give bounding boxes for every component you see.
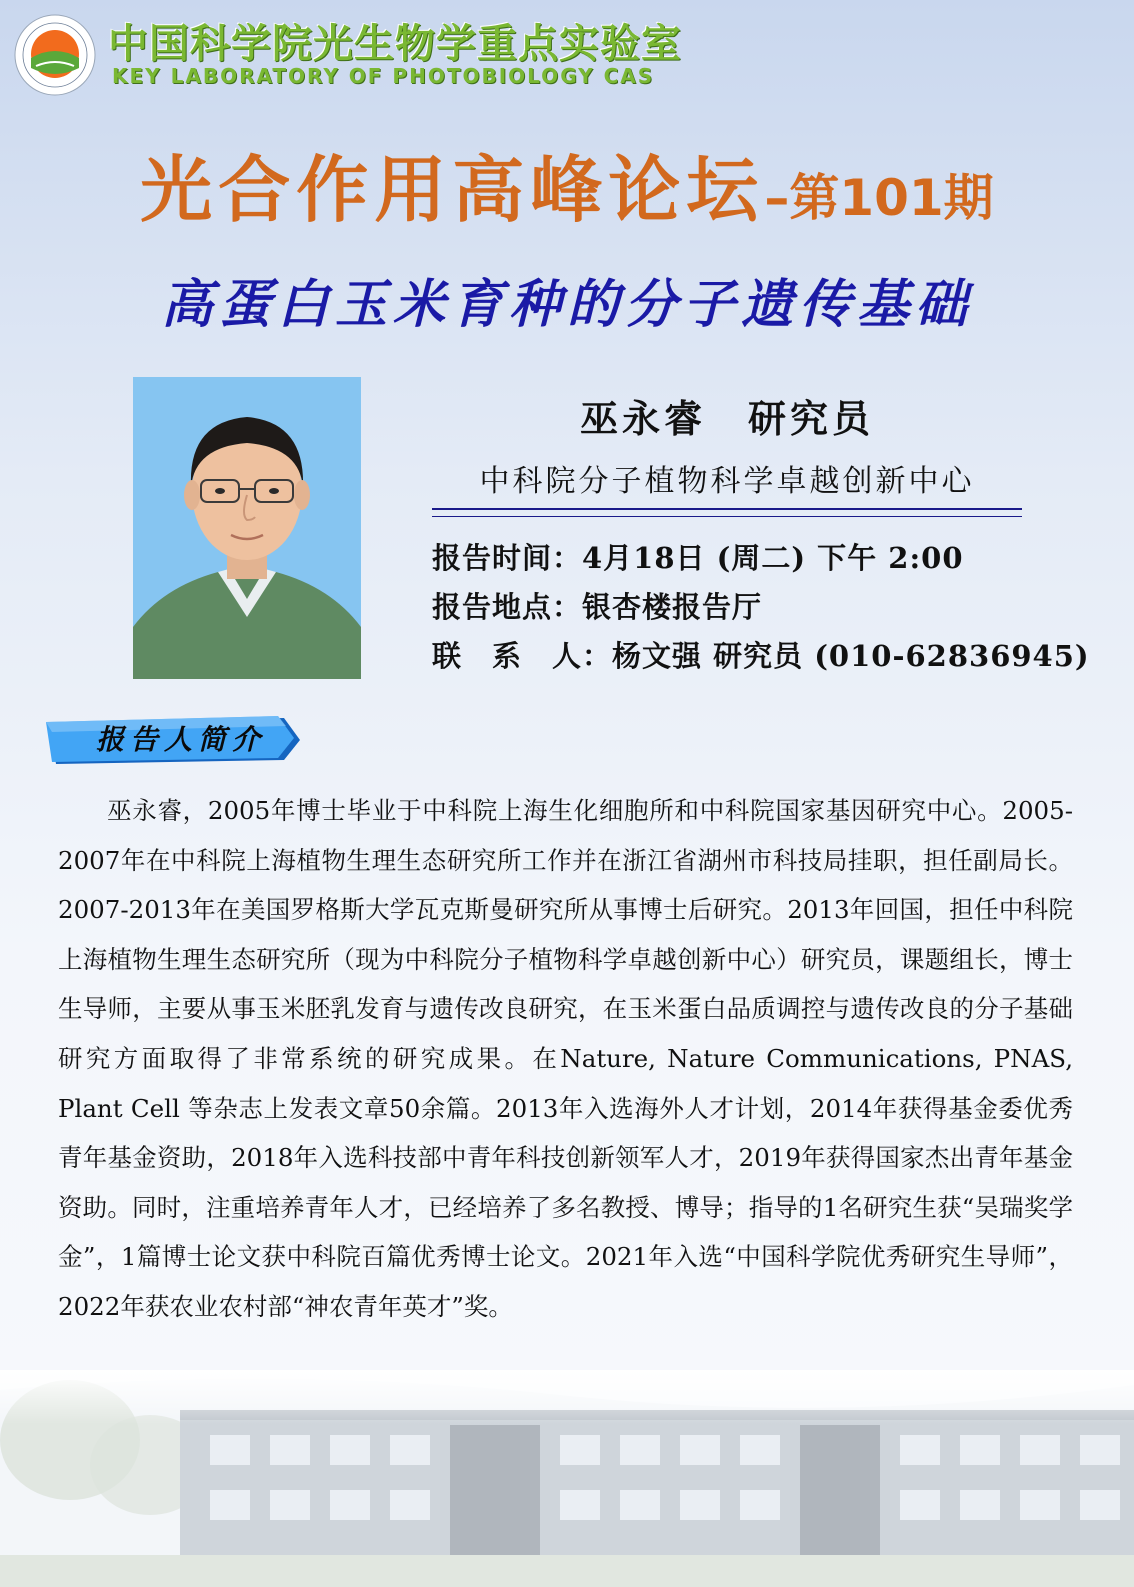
speaker-bio <box>58 786 1073 1332</box>
forum-name: 光合作用高峰论坛 <box>140 148 765 232</box>
speaker-photo <box>133 377 361 679</box>
profile-heading: 报告人简介 <box>96 723 267 756</box>
lab-logo <box>14 14 96 96</box>
forum-issue: –第101期 <box>764 169 994 227</box>
speaker-affiliation: 中科院分子植物科学卓越创新中心 <box>479 464 975 499</box>
bio-paragraph: 巫永睿，2005年博士毕业于中科院上海生化细胞所和中科院国家基因研究中心。2005-2007年在中科院上海植物生理生态研究所工作并在浙江省湖州市科技局挂职，担任副局长。2007-2013年在美国罗格斯大学瓦克斯曼研究所从事博士后研究。2013年回国，担任中科院上海植物生理生态研究所（现为中科院分子植物科学卓越创新中心）研究员，课题组长，博士生导师，主要从事玉米胚乳发育与遗传改良研究，在玉米蛋白品质调控与遗传改良的分子基础研究方面取得了非常系统的研究成果。在Nature, Nature Communications, PNAS, Plant Cell 等杂志上发表文章50余篇。2013年入选海外人才计划，2014年获得基金委优秀青年基金资助，2018年入选科技部中青年科技创新领军人才，2019年获得国家杰出青年基金资助。同时，注重培养青年人才，已经培养了多名教授、博导；指导的1名研究生获“吴瑞奖学金”，1篇博士论文获中科院百篇优秀博士论文。2021年入选“中国科学院优秀研究生导师”，2022年获农业农村部“神农青年英才”奖。 <box>58 796 1073 1321</box>
lab-name-en: KEY LABORATORY OF PHOTOBIOLOGY CAS <box>112 64 655 88</box>
lab-name-cn: 中国科学院光生物学重点实验室 <box>108 21 682 67</box>
talk-contact: 联 系 人：杨文强 研究员 (010-62836945) <box>432 639 1090 673</box>
speaker-name: 巫永睿 研究员 <box>579 396 874 441</box>
divider <box>432 508 1022 510</box>
talk-title: 高蛋白玉米育种的分子遗传基础 <box>160 275 973 335</box>
forum-title <box>0 132 1134 236</box>
building-backdrop <box>0 1370 1134 1587</box>
divider <box>432 516 1022 517</box>
talk-venue: 报告地点：银杏楼报告厅 <box>432 590 763 624</box>
talk-time: 报告时间：4月18日 (周二) 下午 2:00 <box>432 541 964 575</box>
